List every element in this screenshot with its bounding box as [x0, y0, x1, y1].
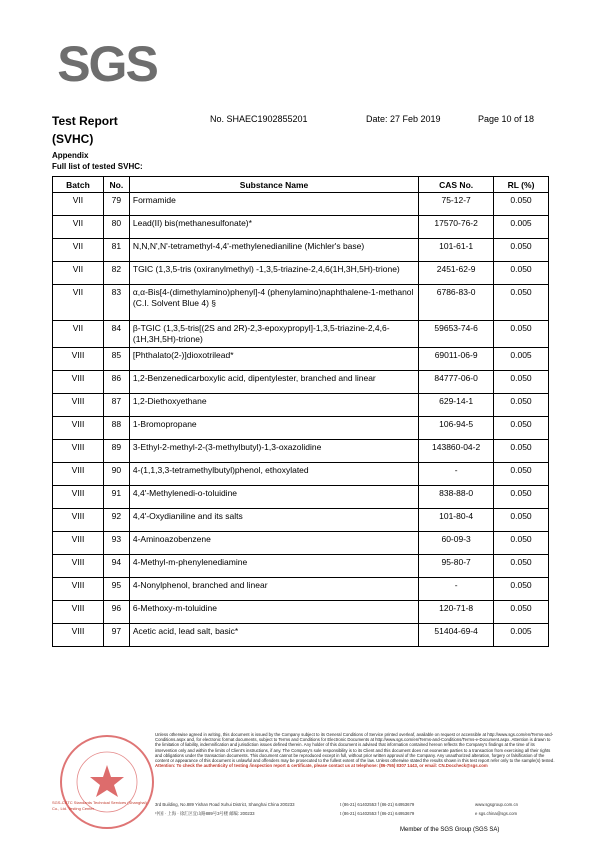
cell-substance-name: 3-Ethyl-2-methyl-2-(3-methylbutyl)-1,3-oxazolidine — [129, 440, 418, 463]
cell-no: 96 — [103, 601, 129, 624]
table-row — [53, 262, 549, 285]
report-title: Test Report — [52, 114, 118, 128]
table-row — [53, 555, 549, 578]
cell-rl: 0.050 — [494, 532, 549, 555]
report-date: Date: 27 Feb 2019 — [366, 114, 441, 124]
member-note: Member of the SGS Group (SGS SA) — [400, 827, 500, 833]
header-batch: Batch — [53, 177, 104, 193]
cell-batch: VIII — [53, 555, 104, 578]
cell-substance-name: Acetic acid, lead salt, basic* — [129, 624, 418, 647]
cell-rl: 0.050 — [494, 555, 549, 578]
cell-batch: VII — [53, 262, 104, 285]
cell-batch: VIII — [53, 463, 104, 486]
cell-rl: 0.005 — [494, 216, 549, 239]
table-row — [53, 601, 549, 624]
cell-substance-name: Formamide — [129, 193, 418, 216]
cell-rl: 0.050 — [494, 371, 549, 394]
cell-rl: 0.050 — [494, 463, 549, 486]
cell-no: 80 — [103, 216, 129, 239]
cell-rl: 0.050 — [494, 321, 549, 348]
cell-batch: VIII — [53, 509, 104, 532]
company-seal — [58, 733, 156, 831]
table-row — [53, 394, 549, 417]
cell-rl: 0.050 — [494, 578, 549, 601]
cell-batch: VIII — [53, 348, 104, 371]
footer-text: Unless otherwise agreed in writing, this document is issued by the Company subject to its General Conditions of Service printed overleaf, available on request or accessible at http://www.sgs.com/en/Terms-and-Conditions.aspx and, for electronic format documents, subject to Terms and Conditions for Electronic Documents at http://www.sgs.com/en/Terms-and-Conditions/Terms-e-Document.aspx. Attention is drawn to the limitation of liability, indemnification and jurisdiction issues defined therein. Any holder of this document is advised that information contained hereon reflects the Company's findings at the time of its intervention only and within the limits of Client's instructions, if any. The Company's sole responsibility is to its Client and this document does not exonerate parties to a transaction from exercising all their rights and obligations under the transaction documents. This document cannot be reproduced except in full, without prior written approval of the Company. Any unauthorized alteration, forgery or falsification of the content or appearance of this document is unlawful and offenders may be prosecuted to the fullest extent of the law. Unless otherwise stated the results shown in this test report refer only to the sample(s) tested. — [155, 732, 555, 764]
cell-no: 94 — [103, 555, 129, 578]
cell-batch: VIII — [53, 417, 104, 440]
cell-cas: 59653-74-6 — [419, 321, 494, 348]
table-row — [53, 624, 549, 647]
cell-cas: 120-71-8 — [419, 601, 494, 624]
email-cn[interactable]: e sgs.china@sgs.com — [475, 811, 518, 816]
sgs-logo — [52, 37, 162, 87]
report-subtitle: (SVHC) — [52, 132, 94, 146]
cell-cas: 95-80-7 — [419, 555, 494, 578]
table-header-row — [53, 177, 549, 193]
cell-no: 87 — [103, 394, 129, 417]
cell-no: 88 — [103, 417, 129, 440]
cell-substance-name: 4-(1,1,3,3-tetramethylbutyl)phenol, ethoxylated — [129, 463, 418, 486]
cell-substance-name: 1,2-Benzenedicarboxylic acid, dipentylester, branched and linear — [129, 371, 418, 394]
svhc-table — [52, 176, 549, 647]
cell-substance-name: Lead(II) bis(methanesulfonate)* — [129, 216, 418, 239]
cell-substance-name: 1,2-Diethoxyethane — [129, 394, 418, 417]
cell-substance-name: 6-Methoxy-m-toluidine — [129, 601, 418, 624]
cell-cas: 51404-69-4 — [419, 624, 494, 647]
cell-batch: VII — [53, 239, 104, 262]
footer-disclaimer — [155, 732, 555, 768]
table-row — [53, 417, 549, 440]
page-number: Page 10 of 18 — [478, 114, 535, 124]
cell-substance-name: β-TGIC (1,3,5-tris[(2S and 2R)-2,3-epoxypropyl]-1,3,5-triazine-2,4,6-(1H,3H,5H)-trione) — [129, 321, 418, 348]
cell-cas: 84777-06-0 — [419, 371, 494, 394]
cell-substance-name: 4-Methyl-m-phenylenediamine — [129, 555, 418, 578]
seal-text: SGS-CSTC Standards Technical Services (Shanghai) Co., Ltd. Testing Center — [52, 800, 147, 811]
cell-rl: 0.050 — [494, 193, 549, 216]
cell-substance-name: 1-Bromopropane — [129, 417, 418, 440]
cell-substance-name: N,N,N',N'-tetramethyl-4,4'-methylenedianiline (Michler's base) — [129, 239, 418, 262]
cell-no: 95 — [103, 578, 129, 601]
tel-en: t (86-21) 61402553 f (86-21) 64953679 — [340, 802, 415, 807]
cell-cas: - — [419, 463, 494, 486]
cell-batch: VIII — [53, 394, 104, 417]
cell-no: 79 — [103, 193, 129, 216]
cell-rl: 0.050 — [494, 486, 549, 509]
tel-cn: t (86-21) 61402553 f (86-21) 64953679 — [340, 811, 415, 816]
cell-no: 84 — [103, 321, 129, 348]
cell-substance-name: α,α-Bis[4-(dimethylamino)phenyl]-4 (phenylamino)naphthalene-1-methanol (C.I. Solvent Blue 4) § — [129, 285, 418, 321]
table-row — [53, 486, 549, 509]
address-en: 3rd Building, No.889 Yishan Road Xuhui District, Shanghai China 200233 — [155, 802, 295, 807]
cell-batch: VIII — [53, 601, 104, 624]
cell-cas: 6786-83-0 — [419, 285, 494, 321]
appendix-label: Appendix — [52, 151, 89, 160]
cell-no: 83 — [103, 285, 129, 321]
cell-no: 91 — [103, 486, 129, 509]
cell-substance-name: TGIC (1,3,5-tris (oxiranylmethyl) -1,3,5-triazine-2,4,6(1H,3H,5H)-trione) — [129, 262, 418, 285]
cell-no: 89 — [103, 440, 129, 463]
list-title: Full list of tested SVHC: — [52, 162, 143, 171]
table-row — [53, 463, 549, 486]
cell-batch: VII — [53, 216, 104, 239]
appendix-heading — [52, 150, 143, 172]
header-substance: Substance Name — [129, 177, 418, 193]
report-number: No. SHAEC1902855201 — [210, 114, 308, 124]
cell-substance-name: 4-Aminoazobenzene — [129, 532, 418, 555]
cell-rl: 0.050 — [494, 509, 549, 532]
cell-batch: VII — [53, 285, 104, 321]
sgs-logo-text: SGS — [57, 37, 157, 87]
cell-substance-name: 4,4'-Methylenedi-o-toluidine — [129, 486, 418, 509]
cell-no: 97 — [103, 624, 129, 647]
cell-batch: VIII — [53, 532, 104, 555]
cell-substance-name: 4-Nonylphenol, branched and linear — [129, 578, 418, 601]
cell-no: 81 — [103, 239, 129, 262]
cell-rl: 0.050 — [494, 440, 549, 463]
header-no: No. — [103, 177, 129, 193]
cell-no: 85 — [103, 348, 129, 371]
cell-rl: 0.050 — [494, 239, 549, 262]
web-en[interactable]: www.sgsgroup.com.cn — [475, 802, 518, 807]
cell-cas: 75-12-7 — [419, 193, 494, 216]
cell-cas: 143860-04-2 — [419, 440, 494, 463]
cell-substance-name: 4,4'-Oxydianiline and its salts — [129, 509, 418, 532]
cell-cas: 629-14-1 — [419, 394, 494, 417]
table-row — [53, 440, 549, 463]
cell-rl: 0.050 — [494, 601, 549, 624]
cell-cas: 2451-62-9 — [419, 262, 494, 285]
header-rl: RL (%) — [494, 177, 549, 193]
table-row — [53, 532, 549, 555]
cell-cas: 106-94-5 — [419, 417, 494, 440]
table-row — [53, 216, 549, 239]
table-row — [53, 321, 549, 348]
cell-batch: VIII — [53, 578, 104, 601]
cell-cas: 101-80-4 — [419, 509, 494, 532]
cell-no: 86 — [103, 371, 129, 394]
cell-rl: 0.050 — [494, 417, 549, 440]
cell-rl: 0.050 — [494, 262, 549, 285]
cell-no: 90 — [103, 463, 129, 486]
cell-batch: VIII — [53, 486, 104, 509]
cell-no: 92 — [103, 509, 129, 532]
footer-attention: Attention: To check the authenticity of testing /inspection report & certificate, please contact us at telephone: (86-755) 8307 1443, or email: CN.Doccheck@sgs.com — [155, 763, 488, 769]
address-cn: 中国 · 上海 · 徐汇区宜山路889号3号楼 邮编: 200233 — [155, 811, 255, 816]
header-cas: CAS No. — [419, 177, 494, 193]
report-title-block — [52, 112, 118, 148]
table-row — [53, 193, 549, 216]
cell-cas: 838-88-0 — [419, 486, 494, 509]
cell-cas: 69011-06-9 — [419, 348, 494, 371]
cell-batch: VII — [53, 193, 104, 216]
table-row — [53, 239, 549, 262]
cell-substance-name: [Phthalato(2-)]dioxotrilead* — [129, 348, 418, 371]
cell-cas: - — [419, 578, 494, 601]
cell-batch: VIII — [53, 371, 104, 394]
cell-no: 82 — [103, 262, 129, 285]
cell-rl: 0.005 — [494, 348, 549, 371]
cell-rl: 0.050 — [494, 394, 549, 417]
cell-batch: VIII — [53, 624, 104, 647]
table-row — [53, 578, 549, 601]
table-row — [53, 371, 549, 394]
cell-rl: 0.050 — [494, 285, 549, 321]
table-row — [53, 509, 549, 532]
cell-no: 93 — [103, 532, 129, 555]
cell-batch: VII — [53, 321, 104, 348]
cell-cas: 17570-76-2 — [419, 216, 494, 239]
cell-batch: VIII — [53, 440, 104, 463]
table-row — [53, 348, 549, 371]
cell-rl: 0.005 — [494, 624, 549, 647]
cell-cas: 60-09-3 — [419, 532, 494, 555]
table-row — [53, 285, 549, 321]
cell-cas: 101-61-1 — [419, 239, 494, 262]
seal-star-icon — [90, 765, 124, 797]
